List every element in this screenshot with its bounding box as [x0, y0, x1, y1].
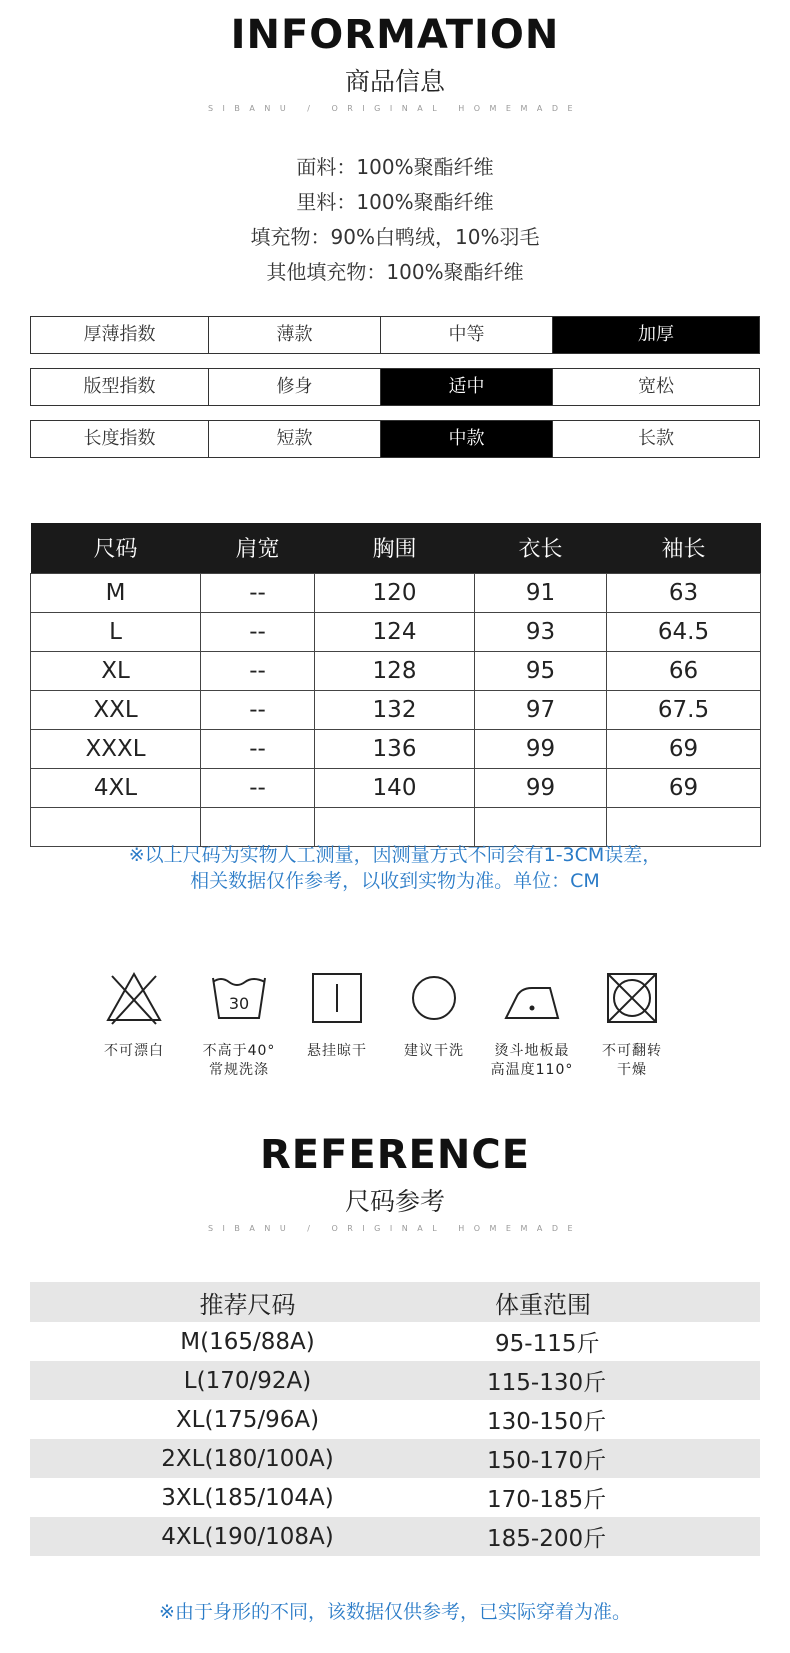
measure-note-line2: 相关数据仅作参考，以收到实物为准。单位：CM	[190, 870, 600, 892]
table-row	[31, 573, 761, 612]
sleeve-cell: 64.5	[607, 612, 761, 651]
sleeve-cell: 69	[607, 729, 761, 768]
no-tumble-dry-icon	[600, 968, 664, 1028]
weight-cell: 130-150斤	[487, 1409, 607, 1435]
iron-icon	[500, 968, 564, 1028]
size-cell: XL(175/96A)	[175, 1406, 320, 1433]
fit-index-row	[30, 368, 760, 406]
length-cell: 91	[475, 573, 607, 612]
shoulder-cell: --	[201, 768, 315, 807]
reference-table	[30, 1282, 760, 1556]
info-title-en: INFORMATION	[230, 12, 560, 58]
no-bleach-icon	[102, 968, 166, 1028]
length-cell: 97	[475, 690, 607, 729]
weight-cell: 95-115斤	[495, 1331, 600, 1357]
length-cell: 99	[475, 768, 607, 807]
length-index-row	[30, 420, 760, 458]
size-cell: L	[31, 612, 201, 651]
wash-temp-text: 30	[228, 994, 250, 1013]
wash-30-icon	[207, 968, 271, 1028]
size-cell: 3XL(185/104A)	[161, 1484, 334, 1511]
index-option: 薄款	[208, 317, 380, 353]
header-cell: 衣长	[475, 523, 607, 573]
table-row	[31, 651, 761, 690]
measure-note-line1: ※以上尺码为实物人工测量，因测量方式不同会有1-3CM误差，	[128, 844, 662, 866]
table-row	[30, 1439, 760, 1478]
care-label: 不可翻转 干燥	[602, 1043, 662, 1078]
chest-cell: 124	[315, 612, 475, 651]
size-table	[30, 523, 761, 847]
index-option: 中等	[380, 317, 552, 353]
care-label: 烫斗地板最 高温度110°	[490, 1043, 574, 1078]
index-option: 修身	[208, 369, 380, 405]
shoulder-cell: --	[201, 573, 315, 612]
size-cell: XXXL	[31, 729, 201, 768]
size-cell: 4XL	[31, 768, 201, 807]
care-item	[582, 968, 682, 1080]
table-row	[31, 768, 761, 807]
index-option: 加厚	[552, 317, 759, 353]
index-option: 长款	[552, 421, 759, 457]
size-cell: M(165/88A)	[180, 1328, 315, 1355]
table-row	[31, 690, 761, 729]
index-label: 长度指数	[83, 428, 156, 449]
care-item	[84, 968, 184, 1061]
dry-clean-icon	[402, 968, 466, 1028]
care-label: 建议干洗	[404, 1043, 464, 1059]
header-cell: 推荐尺码	[30, 1282, 465, 1322]
weight-cell: 150-170斤	[465, 1439, 760, 1478]
table-row	[30, 1400, 760, 1439]
care-instructions	[0, 968, 790, 1088]
info-title-zh: 商品信息	[344, 67, 445, 96]
chest-cell: 132	[315, 690, 475, 729]
chest-cell: 128	[315, 651, 475, 690]
sleeve-cell: 66	[607, 651, 761, 690]
care-item	[384, 968, 484, 1061]
chest-cell: 140	[315, 768, 475, 807]
reference-header	[30, 1282, 760, 1322]
info-subtitle: SIBANU / ORIGINAL HOMEMADE	[207, 104, 583, 113]
care-item	[482, 968, 582, 1080]
fabric-line: 填充物：90%白鸭绒，10%羽毛	[250, 225, 540, 249]
thickness-index-row	[30, 316, 760, 354]
weight-cell: 170-185斤	[487, 1487, 607, 1513]
size-cell: M	[31, 573, 201, 612]
index-label: 厚薄指数	[83, 324, 156, 345]
fabric-line: 面料：100%聚酯纤维	[296, 155, 494, 179]
shoulder-cell: --	[201, 690, 315, 729]
shoulder-cell: --	[201, 729, 315, 768]
reference-subtitle: SIBANU / ORIGINAL HOMEMADE	[207, 1224, 583, 1233]
reference-title-en: REFERENCE	[259, 1132, 531, 1178]
size-cell: 4XL(190/108A)	[30, 1517, 465, 1556]
care-item	[189, 968, 289, 1080]
chest-cell: 136	[315, 729, 475, 768]
shoulder-cell: --	[201, 651, 315, 690]
size-table-header	[31, 523, 761, 573]
size-cell: L(170/92A)	[30, 1361, 465, 1400]
index-option: 中款	[380, 421, 552, 457]
care-label: 不高于40° 常规洗涤	[202, 1043, 276, 1078]
header-cell: 尺码	[31, 523, 201, 573]
care-label: 不可漂白	[104, 1043, 164, 1059]
table-row	[31, 729, 761, 768]
index-option: 短款	[208, 421, 380, 457]
sleeve-cell: 67.5	[607, 690, 761, 729]
sleeve-cell: 63	[607, 573, 761, 612]
size-cell: XL	[31, 651, 201, 690]
care-item	[287, 968, 387, 1061]
table-row	[30, 1478, 760, 1517]
table-row	[30, 1361, 760, 1400]
length-cell: 93	[475, 612, 607, 651]
weight-cell: 185-200斤	[465, 1517, 760, 1556]
footer-note: ※由于身形的不同，该数据仅供参考，已实际穿着为准。	[159, 1601, 631, 1623]
table-row	[30, 1322, 760, 1361]
weight-cell: 115-130斤	[465, 1361, 760, 1400]
length-cell: 95	[475, 651, 607, 690]
sleeve-cell: 69	[607, 768, 761, 807]
header-cell: 胸围	[315, 523, 475, 573]
shoulder-cell: --	[201, 612, 315, 651]
header-cell: 体重范围	[465, 1282, 760, 1322]
index-option: 适中	[380, 369, 552, 405]
reference-title-zh: 尺码参考	[344, 1187, 445, 1216]
header-cell: 袖长	[607, 523, 761, 573]
care-label: 悬挂晾干	[307, 1043, 367, 1059]
index-option: 宽松	[552, 369, 759, 405]
index-label: 版型指数	[83, 376, 156, 397]
chest-cell: 120	[315, 573, 475, 612]
length-cell: 99	[475, 729, 607, 768]
fabric-line: 里料：100%聚酯纤维	[296, 190, 494, 214]
size-cell: XXL	[31, 690, 201, 729]
hang-dry-icon	[305, 968, 369, 1028]
fabric-info	[0, 150, 790, 290]
table-row	[31, 612, 761, 651]
header-cell: 肩宽	[201, 523, 315, 573]
table-row	[30, 1517, 760, 1556]
fabric-line: 其他填充物：100%聚酯纤维	[266, 260, 524, 284]
size-cell: 2XL(180/100A)	[30, 1439, 465, 1478]
